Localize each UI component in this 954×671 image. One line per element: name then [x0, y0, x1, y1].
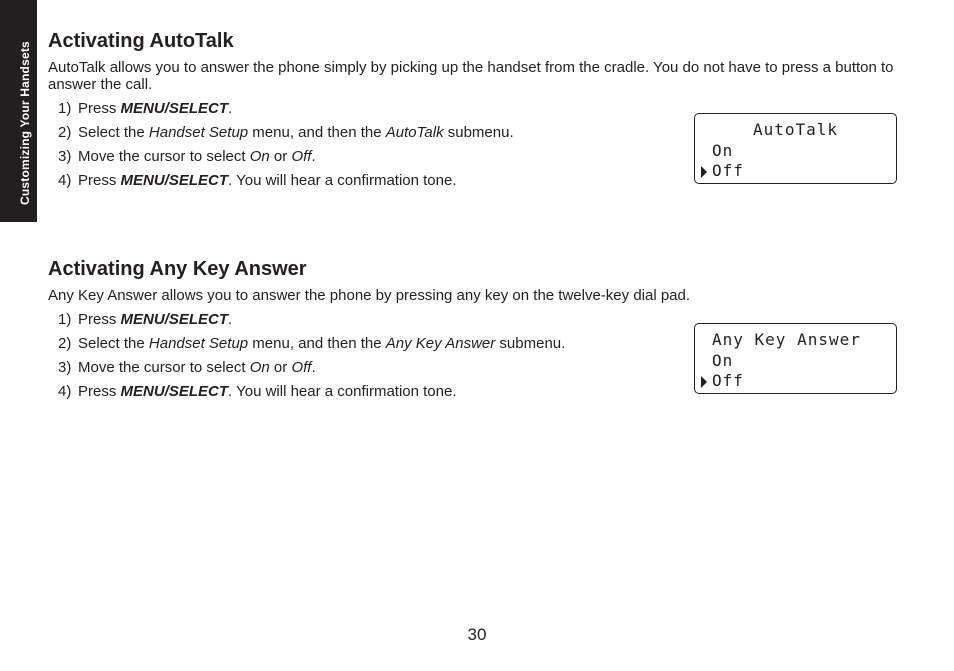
display-option-on: On — [712, 141, 734, 160]
autotalk-intro: AutoTalk allows you to answer the phone simply by picking up the handset from the cradle. You do not have to press a button to answer the call. — [48, 59, 894, 93]
anykey-display — [694, 323, 897, 394]
side-tab — [0, 0, 37, 222]
page-number: 30 — [467, 625, 487, 644]
step-4: 4) Press MENU/SELECT. You will hear a confirmation tone. — [58, 172, 457, 189]
autotalk-display — [694, 113, 897, 184]
autotalk-heading: Activating AutoTalk — [48, 30, 234, 52]
side-tab-label: Customizing Your Handsets — [18, 41, 32, 205]
display-option-off: Off — [712, 371, 744, 390]
display-title: Any Key Answer — [712, 330, 861, 349]
display-title: AutoTalk — [752, 120, 839, 139]
cursor-arrow-icon — [701, 376, 707, 388]
anykey-heading: Activating Any Key Answer — [48, 258, 307, 280]
step-1: 1) Press MENU/SELECT. — [58, 311, 233, 328]
step-1: 1) Press MENU/SELECT. — [58, 100, 233, 117]
step-2: 2) Select the Handset Setup menu, and then the AutoTalk submenu. — [58, 124, 514, 141]
step-2: 2) Select the Handset Setup menu, and then the Any Key Answer submenu. — [58, 335, 566, 352]
cursor-arrow-icon — [701, 166, 707, 178]
step-4: 4) Press MENU/SELECT. You will hear a confirmation tone. — [58, 383, 457, 400]
anykey-intro: Any Key Answer allows you to answer the phone by pressing any key on the twelve-key dial pad. — [48, 287, 691, 304]
display-option-on: On — [712, 351, 734, 370]
step-3: 3) Move the cursor to select On or Off. — [58, 148, 316, 165]
display-option-off: Off — [712, 161, 744, 180]
step-3: 3) Move the cursor to select On or Off. — [58, 359, 316, 376]
